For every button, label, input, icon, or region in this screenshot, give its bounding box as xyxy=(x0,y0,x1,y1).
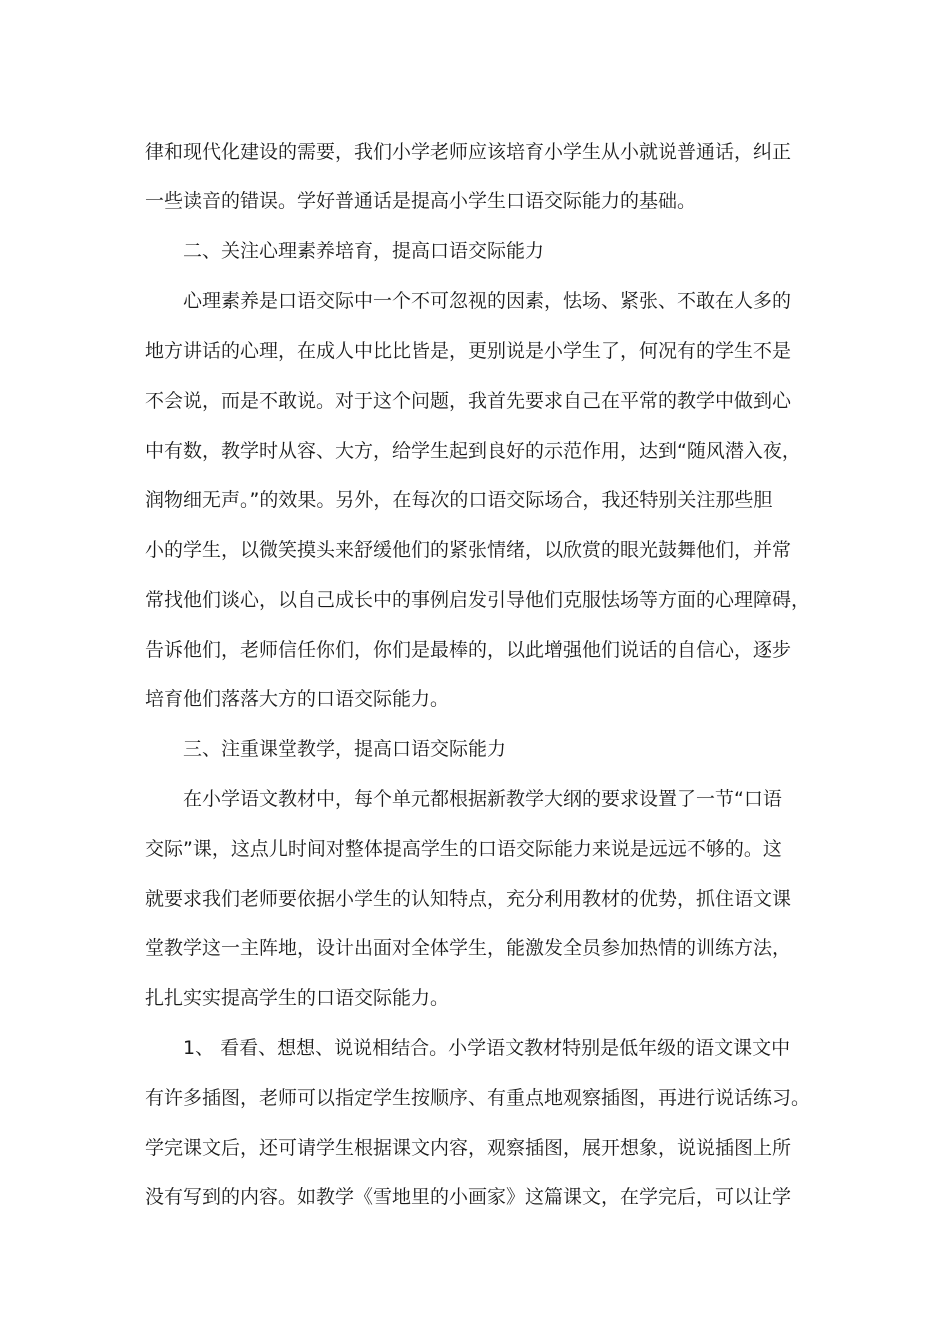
paragraph-line-20: 有许多插图，老师可以指定学生按顺序、有重点地观察插图，再进行说话练习。 xyxy=(145,1087,811,1109)
section-heading-2: 二、关注心理素养培育，提高口语交际能力 xyxy=(183,240,545,262)
paragraph-line-10: 常找他们谈心，以自己成长中的事例启发引导他们克服怯场等方面的心理障碍， xyxy=(145,589,811,611)
paragraph-line-11: 告诉他们，老师信任你们，你们是最棒的，以此增强他们说话的自信心，逐步 xyxy=(145,639,792,661)
paragraph-line-22: 没有写到的内容。如教学《雪地里的小画家》这篇课文，在学完后，可以让学 xyxy=(145,1186,792,1208)
paragraph-line-2: 一些读音的错误。学好普通话是提高小学生口语交际能力的基础。 xyxy=(145,190,697,212)
paragraph-line-17: 堂教学这一主阵地，设计出面对全体学生，能激发全员参加热情的训练方法， xyxy=(145,937,792,959)
paragraph-line-5: 地方讲话的心理，在成人中比比皆是，更别说是小学生了，何况有的学生不是 xyxy=(145,340,792,362)
paragraph-line-6: 不会说，而是不敢说。对于这个问题，我首先要求自己在平常的教学中做到心 xyxy=(145,390,792,412)
paragraph-line-19: 1、 看看、想想、说说相结合。小学语文教材特别是低年级的语文课文中 xyxy=(183,1037,791,1059)
paragraph-line-12: 培育他们落落大方的口语交际能力。 xyxy=(145,688,450,710)
paragraph-line-21: 学完课文后，还可请学生根据课文内容，观察插图，展开想象，说说插图上所 xyxy=(145,1137,792,1159)
paragraph-line-1: 律和现代化建设的需要，我们小学老师应该培育小学生从小就说普通话，纠正 xyxy=(145,141,792,163)
paragraph-line-16: 就要求我们老师要依据小学生的认知特点，充分利用教材的优势，抓住语文课 xyxy=(145,888,792,910)
paragraph-line-8: 润物细无声。”的效果。另外，在每次的口语交际场合，我还特别关注那些胆 xyxy=(145,489,773,511)
paragraph-line-15: 交际”课，这点儿时间对整体提高学生的口语交际能力来说是远远不够的。这 xyxy=(145,838,782,860)
paragraph-line-9: 小的学生，以微笑摸头来舒缓他们的紧张情绪，以欣赏的眼光鼓舞他们，并常 xyxy=(145,539,792,561)
paragraph-line-4: 心理素养是口语交际中一个不可忽视的因素，怯场、紧张、不敢在人多的 xyxy=(183,290,792,312)
section-heading-3: 三、注重课堂教学，提高口语交际能力 xyxy=(183,738,507,760)
paragraph-line-18: 扎扎实实提高学生的口语交际能力。 xyxy=(145,987,450,1009)
paragraph-line-14: 在小学语文教材中，每个单元都根据新教学大纲的要求设置了一节“口语 xyxy=(183,788,782,810)
paragraph-line-7: 中有数，教学时从容、大方，给学生起到良好的示范作用，达到“随风潜入夜， xyxy=(145,440,801,462)
